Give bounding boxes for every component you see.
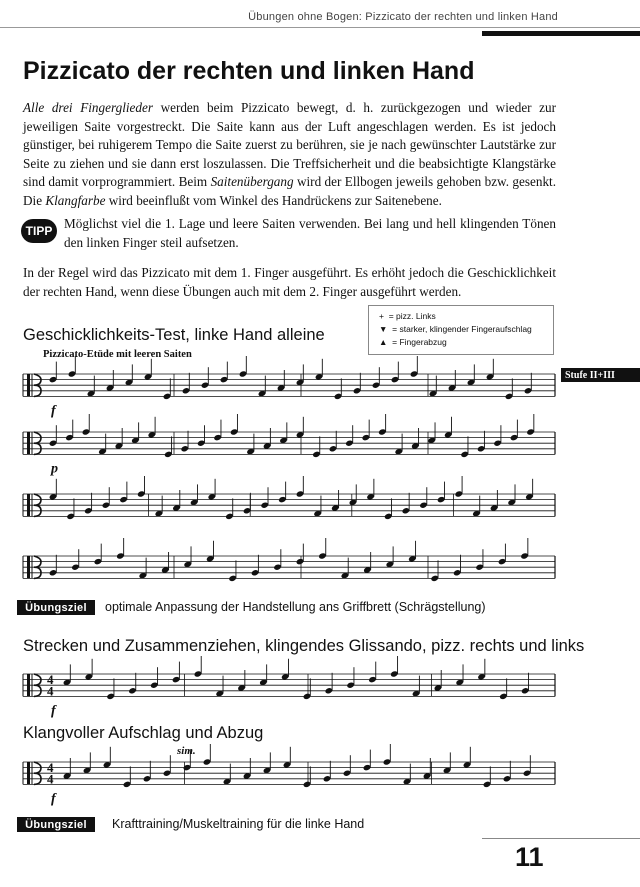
footer-rule: [482, 838, 640, 839]
etude-subtitle: Pizzicato-Etüde mit leeren Saiten: [43, 349, 192, 360]
dynamic-marking: p: [51, 461, 58, 477]
intro-paragraph: [23, 99, 556, 211]
staff-3: [0, 480, 560, 540]
intro-text-4: wird der Ellbogen jeweils gehoben bzw. gesenkt. Die: [23, 174, 557, 208]
alto-clef-icon: [27, 494, 30, 516]
rule-paragraph: In der Regel wird das Pizzicato mit dem 1. Finger ausgeführt. Es erhöht jedoch die Geschicklichkeit der rechten Hand, wenn diese Übungen auch mit dem 2. Finger ausgeführt werden.: [23, 265, 556, 299]
time-signature-top: 4: [47, 760, 54, 776]
alto-clef-icon: [27, 374, 30, 396]
dynamic-marking: f: [51, 791, 56, 807]
running-title: Übungen ohne Bogen: Pizzicato der rechten und linken Hand: [248, 11, 558, 23]
time-signature-top: 4: [47, 672, 54, 688]
level-badge: Stufe II+III: [561, 368, 640, 382]
alto-clef-icon: [27, 674, 30, 696]
legend-item-finger-lift: ▲ = Fingerabzug: [379, 337, 447, 347]
intro-italic-5: Klangfarbe: [45, 192, 106, 208]
legend-item-pizz-left: + = pizz. Links: [379, 311, 436, 321]
intro-text-6: wird beeinflußt vom Winkel des Handrückens zur Saitenebene.: [105, 192, 442, 208]
page-number: 11: [515, 842, 544, 872]
staff-1: [0, 360, 560, 420]
goal-badge-2: Übungsziel: [17, 817, 95, 832]
staff-2: [0, 418, 560, 480]
sim-marking: sim.: [177, 745, 196, 757]
goal-text-1: optimale Anpassung der Handstellung ans Griffbrett (Schrägstellung): [105, 600, 486, 614]
tip-text: Möglichst viel die 1. Lage und leere Saiten verwenden. Bei lang und hell klingenden Tönen den linken Finger steil aufsetzen.: [64, 216, 556, 250]
time-signature-bottom: 4: [47, 771, 54, 787]
goal-badge-1: Übungsziel: [17, 600, 95, 615]
section1-title: Geschicklichkeits-Test, linke Hand alleine: [23, 326, 325, 344]
header-rule: [0, 27, 640, 28]
intro-text-2: werden beim Pizzicato bewegt, d. h. zurückgezogen und wieder zur jeweiligen Saite vorgestreckt. Die Saite kann aus der Luft angeschlagen werden. Es ist jedoch günstiger, bei ruhigerem Tempo die Saite zuerst zu berühren, sie je nach gewünschter Lautstärke zur Seite zu ziehen und sie dann erst loszulassen. Die Treffsicherheit und die beabsichtigte Klangstärke sind damit vorprogrammiert. Beim: [23, 100, 557, 190]
alto-clef-icon: [27, 556, 30, 578]
staff-6: [0, 745, 560, 807]
intro-italic-3: Saitenübergang: [210, 174, 294, 190]
dynamic-marking: f: [51, 703, 56, 719]
intro-italic-1: Alle drei Fingerglieder: [23, 100, 153, 115]
section3-title: Klangvoller Aufschlag und Abzug: [23, 724, 264, 742]
time-signature-bottom: 4: [47, 683, 54, 699]
section2-title: Strecken und Zusammenziehen, klingendes Glissando, pizz. rechts und links: [23, 637, 585, 655]
legend-item-strong-stroke: ▼ = starker, klingender Fingeraufschlag: [379, 324, 532, 334]
alto-clef-icon: [27, 432, 30, 454]
tip-badge: TIPP: [21, 219, 57, 243]
staff-4: [0, 540, 560, 600]
goal-text-2: Krafttraining/Muskeltraining für die linke Hand: [112, 817, 365, 831]
legend-box: [368, 305, 554, 355]
page-title: Pizzicato der rechten und linken Hand: [23, 57, 475, 85]
staff-5: [0, 662, 560, 719]
alto-clef-icon: [27, 762, 30, 784]
header-accent-bar: [482, 31, 640, 36]
dynamic-marking: f: [51, 403, 56, 419]
